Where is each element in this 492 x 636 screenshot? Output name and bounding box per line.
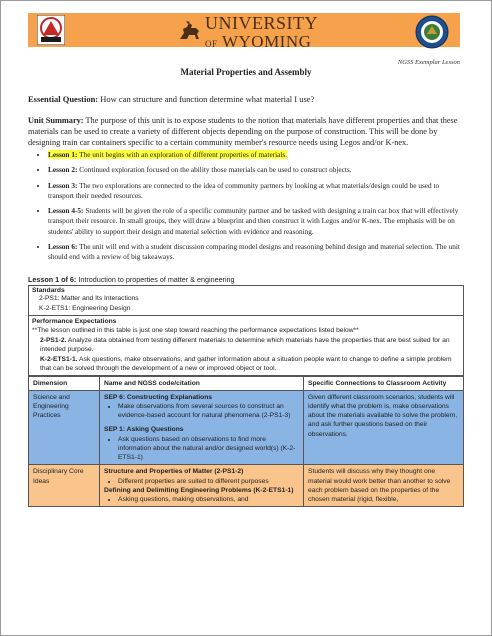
performance-row (29, 315, 464, 375)
university-wordmark (205, 14, 318, 50)
citation-cell (100, 465, 304, 507)
list-item: • Different properties are suited to different purposes (118, 477, 299, 486)
lesson-text: Students will be given the role of a specific community partner and be tasked with designing a train car box that will effectively transport their resource. In small groups, they will draw a blueprint and then construct it with Legos and/or K-nex. The emphasis will be on students' ability to support their design and material selection with evidence and reasoning. (48, 206, 459, 236)
practice-title: SEP 1: Asking Questions (104, 426, 184, 434)
standards-label: Standards (32, 286, 65, 294)
connection-cell: Students will discuss why they thought one material would work better than another to solve each problem based on the properties of the chosen material (rigid, flexible, (304, 465, 464, 507)
unit-summary-text: The purpose of this unit is to expose students to the notion that materials have different properties and that these materials can be used to create a variety of different objects depending on the purpose of construction. This will be done by designing train car containers specific to a certain community member's resource needs using Legos and/or K-nex. (28, 116, 458, 147)
column-header: Specific Connections to Classroom Activity (304, 376, 464, 390)
lesson-item (48, 206, 464, 237)
lesson-list (28, 150, 464, 263)
column-header: Name and NGSS code/citation (100, 376, 304, 390)
table-header-row (29, 376, 464, 390)
core-idea-list (104, 495, 299, 504)
practice-list (104, 402, 299, 420)
page-header (1, 1, 491, 66)
wordmark-of: OF (205, 39, 218, 49)
connection-cell: Given different classroom scenarios, students will identify what the problem is, make observations about the materials available to solve the problem, and ask further questions based on their observations. (304, 390, 464, 464)
lesson-text: The unit will end with a student discussion comparing model designs and reasoning behind design and material selection. The unit should end with a review of big takeaways. (48, 242, 460, 262)
education-seal (415, 15, 449, 49)
essential-question-label: Essential Question: (28, 94, 99, 104)
core-idea-title: Defining and Delimiting Engineering Problems (K-2-ETS1-1) (104, 486, 294, 494)
lesson-label: Lesson 3: (48, 180, 78, 190)
performance-text: Ask questions, make observations, and gather information about a situation people want to change to define a simple problem that can be solved through the development of a new or improved object or tool. (40, 355, 452, 373)
highlighted-text (48, 150, 287, 159)
lesson-item (48, 181, 464, 202)
column-header: Dimension (29, 376, 100, 390)
performance-code: K-2-ETS1-1. (40, 355, 78, 363)
exemplar-label: NGSS Exemplar Lesson (397, 59, 460, 66)
performance-item (32, 336, 460, 355)
standards-row (29, 285, 464, 315)
practice-title: SEP 6: Constructing Explanations (104, 393, 213, 401)
citation-cell (100, 390, 304, 464)
bucking-horse-icon (177, 19, 203, 45)
performance-cell (29, 315, 464, 375)
document-body (28, 67, 464, 507)
unit-summary (28, 115, 464, 148)
list-item: • Asking questions, making observations, and (118, 495, 299, 504)
practice-list (104, 435, 299, 463)
lesson-item (48, 242, 464, 263)
lesson-heading-label: Lesson 1 of 6: (28, 274, 77, 284)
lesson-label: Lesson 4-5: (48, 206, 84, 216)
unit-summary-label: Unit Summary: (28, 116, 84, 125)
standards-table (28, 285, 464, 376)
standard-item: 2-PS1: Matter and Its Interactions (39, 294, 139, 302)
lesson-text: The unit begins with an exploration of different properties of materials. (79, 150, 288, 159)
lesson-label: Lesson 2: (48, 165, 78, 175)
district-logo (37, 15, 65, 45)
performance-label: Performance Expectations (32, 317, 117, 325)
standards-cell (29, 285, 464, 315)
performance-text: Analyze data obtained from testing different materials to determine which materials have the properties that are best suited for an intended purpose. (40, 336, 450, 354)
lesson-item (48, 165, 464, 175)
lesson-heading (28, 275, 464, 284)
performance-note: **The lesson outlined in this table is just one step toward reaching the performance expectations listed below** (32, 327, 359, 335)
lesson-heading-text: Introduction to properties of matter & engineering (78, 274, 235, 284)
wordmark-line2 (205, 33, 318, 50)
lesson-text: Continued exploration focused on the ability those materials can be used to construct objects. (79, 165, 352, 175)
performance-item (32, 355, 460, 374)
list-item: • Ask questions based on observations to find more information about the natural and/or designed world(s) (K-2-ETS1-1) (118, 435, 299, 463)
table-row (29, 465, 464, 507)
list-item: • Make observations from several sources to construct an evidence-based account for natural phenomena (2-PS1-3) (118, 402, 299, 420)
standard-item: K-2-ETS1: Engineering Design (39, 304, 131, 312)
essential-question-text: How can structure and function determine what material I use? (100, 94, 315, 104)
core-idea-list (104, 477, 299, 486)
lesson-item (48, 150, 464, 160)
core-idea-title: Structure and Properties of Matter (2-PS1-2) (104, 468, 244, 476)
wordmark-line1: UNIVERSITY (205, 13, 318, 33)
dimensions-table (28, 376, 464, 507)
table-row (29, 390, 464, 464)
lesson-label: Lesson 1: (48, 150, 78, 159)
page-title: Material Properties and Assembly (180, 67, 312, 77)
lesson-label: Lesson 6: (48, 242, 78, 252)
wordmark-wyoming: WYOMING (221, 32, 312, 51)
essential-question (28, 94, 464, 104)
dimension-cell: Disciplinary Core Ideas (29, 465, 100, 507)
performance-code: 2-PS1-2. (40, 336, 67, 344)
dimension-cell: Science and Engineering Practices (29, 390, 100, 464)
lesson-text: The two explorations are connected to the idea of community partners by looking at what materials/design could be used to transport their needed resources. (48, 180, 440, 200)
